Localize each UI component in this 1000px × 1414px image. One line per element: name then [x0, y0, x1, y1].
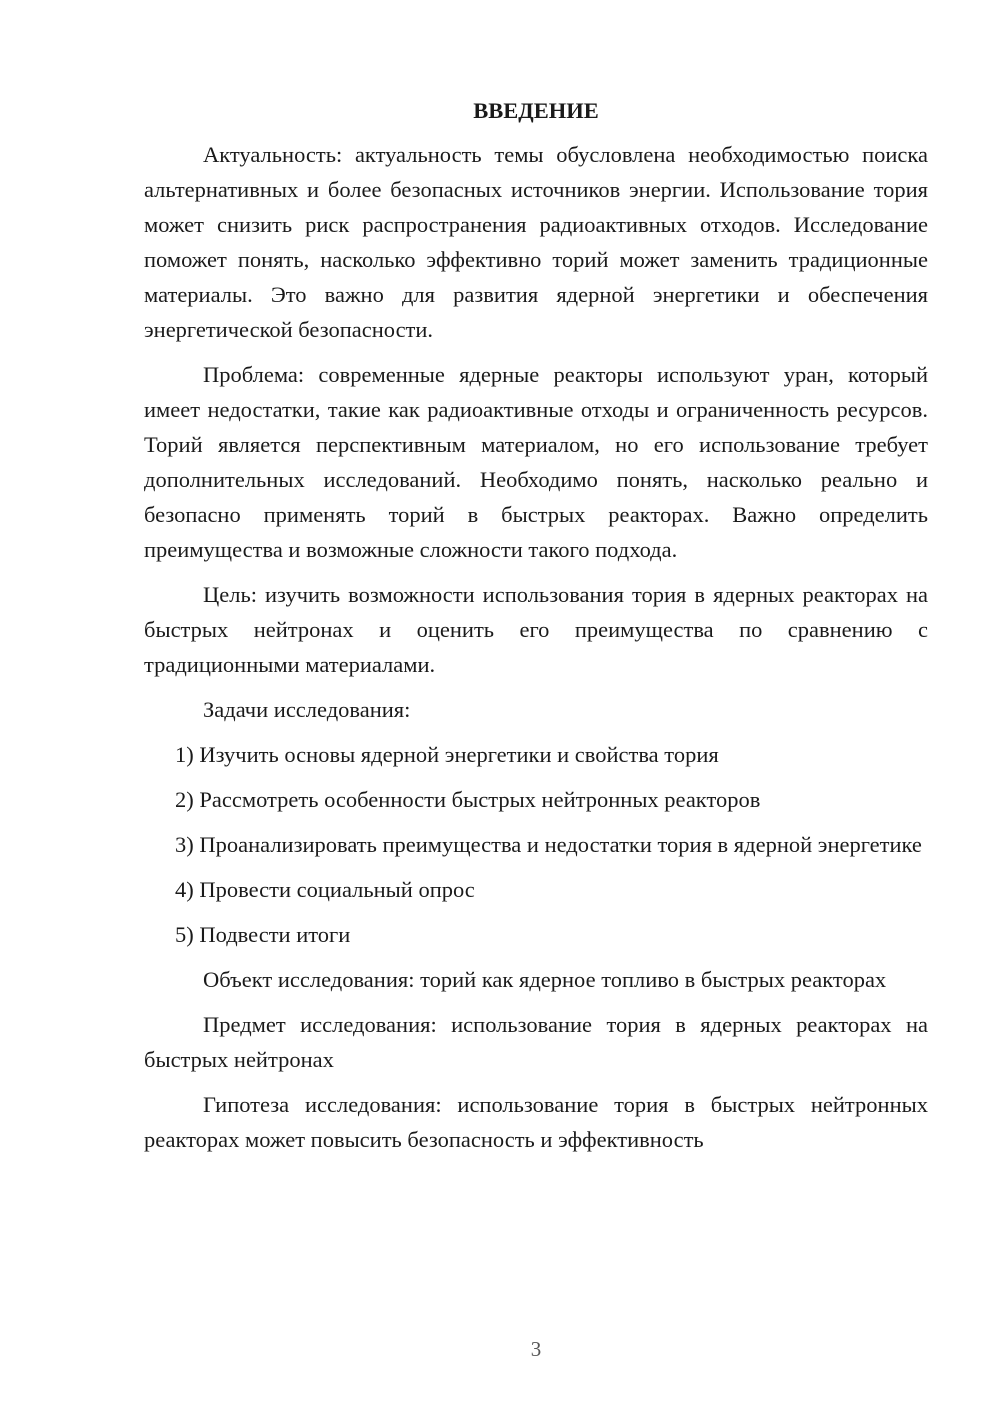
paragraph-relevance: Актуальность: актуальность темы обусловлена необходимостью поиска альтернативных и более безопасных источников энергии. Использование тория может снизить риск распространения радиоактивных отходов. Исследование поможет понять, насколько эффективно торий может заменить традиционные материалы. Это важно для развития ядерной энергетики и обеспечения энергетической безопасности. [144, 142, 928, 342]
tasks-heading: Задачи исследования: [203, 697, 411, 722]
task-item: 1) Изучить основы ядерной энергетики и свойства тория [175, 742, 719, 767]
task-item: 4) Провести социальный опрос [175, 877, 475, 902]
page-content [144, 95, 928, 1167]
task-item: 3) Проанализировать преимущества и недостатки тория в ядерной энергетике [175, 832, 922, 857]
page-number: 3 [530, 1337, 542, 1361]
paragraph-problem: Проблема: современные ядерные реакторы используют уран, который имеет недостатки, такие как радиоактивные отходы и ограниченность ресурсов. Торий является перспективным материалом, но его использование требует дополнительных исследований. Необходимо понять, насколько реально и безопасно применять торий в быстрых реакторах. Важно определить преимущества и возможные сложности такого подхода. [144, 362, 928, 562]
task-item: 5) Подвести итоги [175, 922, 351, 947]
paragraph-goal: Цель: изучить возможности использования тория в ядерных реакторах на быстрых нейтронах и оценить его преимущества по сравнению с традиционными материалами. [144, 582, 928, 677]
paragraph-subject: Предмет исследования: использование тория в ядерных реакторах на быстрых нейтронах [144, 1012, 928, 1072]
paragraph-hypothesis: Гипотеза исследования: использование тория в быстрых нейтронных реакторах может повысить безопасность и эффективность [144, 1092, 928, 1152]
section-title: ВВЕДЕНИЕ [473, 98, 599, 123]
task-item: 2) Рассмотреть особенности быстрых нейтронных реакторов [175, 787, 761, 812]
paragraph-object: Объект исследования: торий как ядерное топливо в быстрых реакторах [203, 967, 887, 992]
